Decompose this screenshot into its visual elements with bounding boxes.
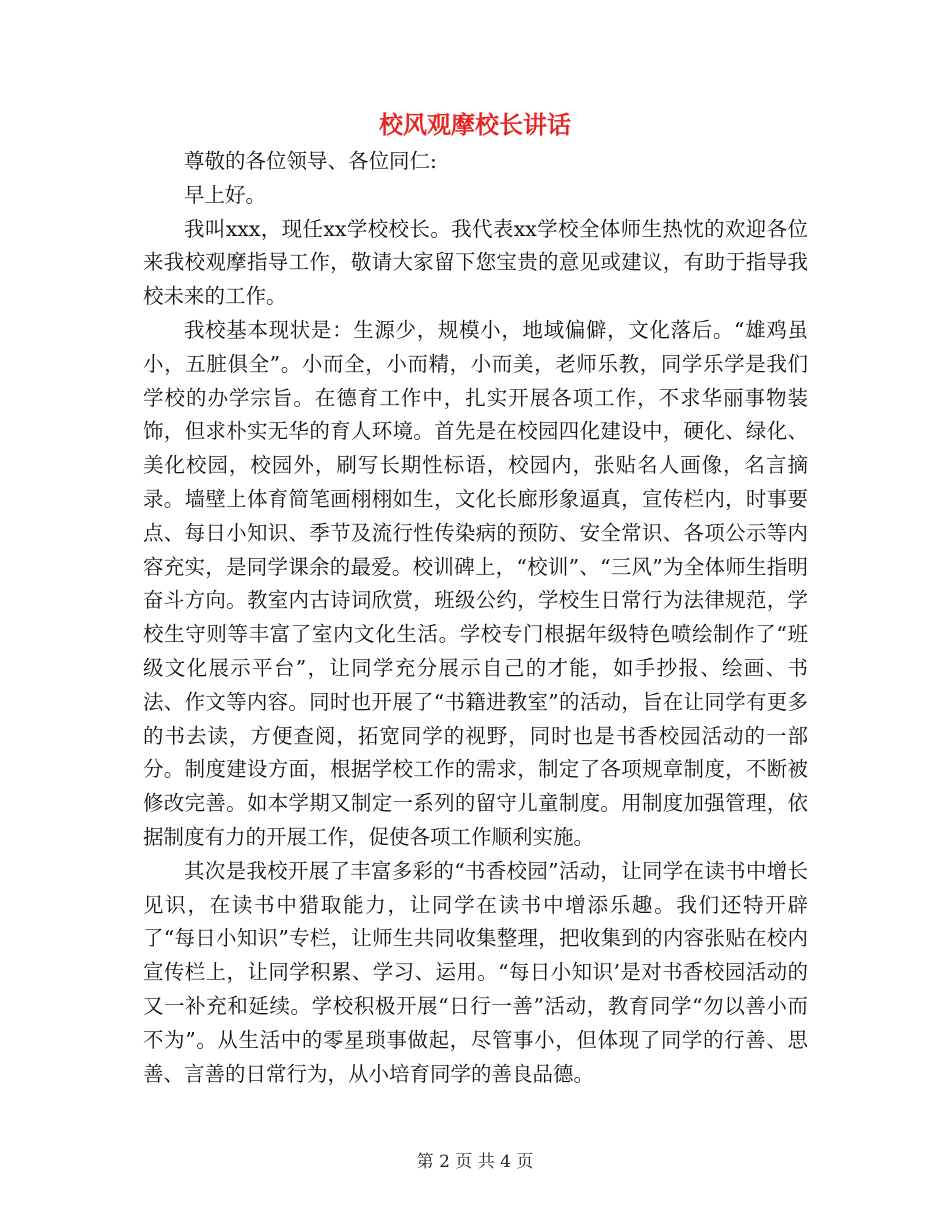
document-title: 校风观摩校长讲话 <box>379 110 571 139</box>
current-status-paragraph: 我校基本现状是：生源少，规模小，地域偏僻，文化落后。“雄鸡虽小，五脏俱全”。小而全，小而精，小而美，老师乐教，同学乐学是我们学校的办学宗旨。在德育工作中，扎实开展各项工作，不求华丽事物装饰，但求朴实无华的育人环境。首先是在校园四化建设中，硬化、绿化、美化校园，校园外，刷写长期性标语，校园内，张贴名人画像，名言摘录。墙壁上体育简笔画栩栩如生，文化长廊形象逼真，宣传栏内，时事要点、每日小知识、季节及流行性传染病的预防、安全常识、各项公示等内容充实，是同学课余的最爱。校训碑上，“校训”、“三风”为全体师生指明奋斗方向。教室内古诗词欣赏，班级公约，学校生日常行为法律规范，学校生守则等丰富了室内文化生活。学校专门根据年级特色喷绘制作了“班级文化展示平台”，让同学充分展示自己的才能，如手抄报、绘画、书法、作文等内容。同时也开展了“书籍进教室”的活动，旨在让同学有更多的书去读，方便查阅，拓宽同学的视野，同时也是书香校园活动的一部分。制度建设方面，根据学校工作的需求，制定了各项规章制度，不断被修改完善。如本学期又制定一系列的留守儿童制度。用制度加强管理，依据制度有力的开展工作，促使各项工作顺利实施。 <box>143 317 808 849</box>
page-number-footer: 第 2 页 共 4 页 <box>416 1152 534 1172</box>
introduction-paragraph: 我叫xxx，现任xx学校校长。我代表xx学校全体师生热忱的欢迎各位来我校观摩指导工作，敬请大家留下您宝贵的意见或建议，有助于指导我校未来的工作。 <box>143 216 808 309</box>
greeting-paragraph: 早上好。 <box>184 182 266 207</box>
reading-campus-paragraph: 其次是我校开展了丰富多彩的“书香校园”活动，让同学在读书中增长见识，在读书中猎取能力，让同学在读书中增添乐趣。我们还特开辟了“每日小知识”专栏，让师生共同收集整理，把收集到的内容张贴在校内宣传栏上，让同学积累、学习、运用。“每日小知识’是对书香校园活动的又一补充和延续。学校积极开展“日行一善”活动，教育同学“勿以善小而不为”。从生活中的零星琐事做起，尽管事小，但体现了同学的行善、思善、言善的日常行为，从小培育同学的善良品德。 <box>143 858 808 1086</box>
document-body <box>143 145 808 1091</box>
salutation-paragraph: 尊敬的各位领导、各位同仁: <box>184 149 437 173</box>
